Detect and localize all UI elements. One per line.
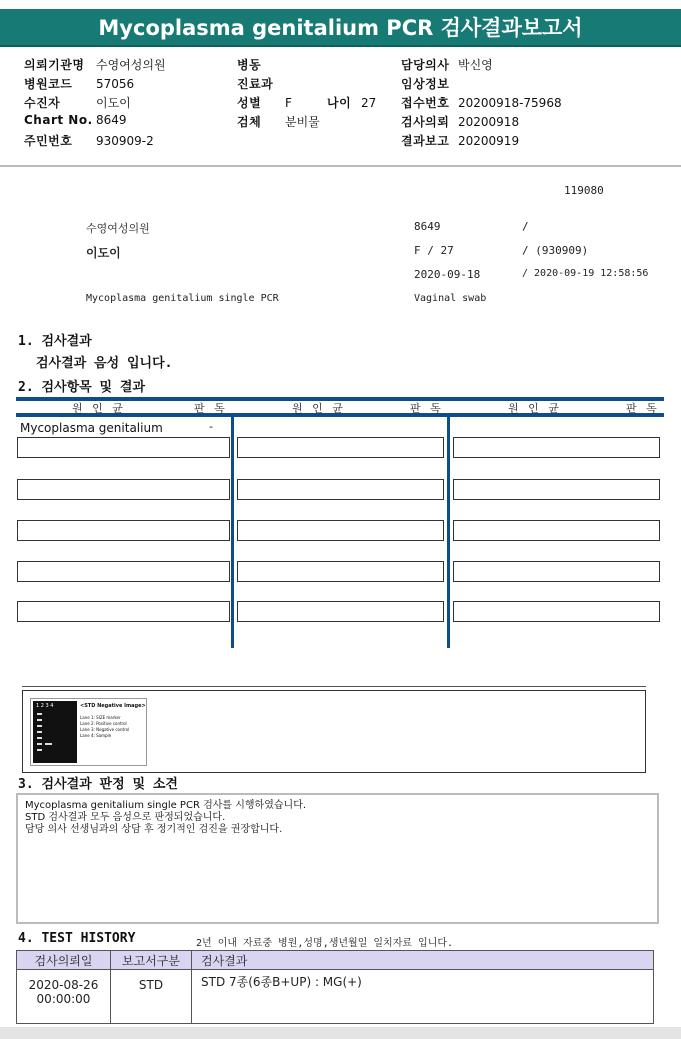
section1-title: 1. 검사결과 [18,334,92,349]
col2-pathogen-header: 원 인 균 [292,402,346,415]
specimen-label: 검체 [237,115,262,129]
positive-control-band [45,743,52,745]
age-value: 27 [361,96,377,110]
summary-sex-age: F / 27 [414,244,454,257]
history-col-result: 검사결과 [192,951,654,970]
history-result: STD 7종(6종B+UP) : MG(+) [192,970,654,1024]
gel-title: <STD Negative Image> [80,703,146,709]
history-time: 00:00:00 [36,992,91,1006]
marker-band [37,749,42,751]
hospital-code-label: 병원코드 [24,77,73,91]
opinion-line: STD 검사결과 모두 음성으로 판정되었습니다. [25,812,226,823]
history-note: 2년 이내 자료중 병원,성명,생년월일 일치자료 입니다. [196,938,454,949]
table-row[interactable] [17,970,654,1024]
history-col-type: 보고서구분 [111,951,192,970]
result-cell-box [237,479,444,500]
request-date-label: 검사의뢰 [401,115,450,129]
summary-patient: 이도이 [86,246,121,260]
patient-value: 이도이 [96,96,131,110]
summary-report-datetime: / 2020-09-19 12:58:56 [522,268,649,279]
gel-legend-item: Lane 1: SIZE marker [80,715,121,720]
clinic-value: 수영여성의원 [96,58,166,72]
opinion-line: Mycoplasma genitalium single PCR 검사를 시행하였습니다. [25,800,307,811]
gel-image [30,698,147,766]
marker-band [37,743,42,745]
result-cell-box [453,437,660,458]
ward-label: 병동 [237,58,262,72]
gel-legend [80,715,129,739]
report-date-value: 20200919 [458,134,520,148]
result-cell-box [17,561,230,582]
report-code: 119080 [564,184,604,197]
gel-divider [22,686,646,687]
summary-chart: 8649 [414,220,441,233]
result-cell-box [237,437,444,458]
chart-no-label: Chart No. [24,113,93,127]
gel-legend-item: Lane 4: Sample [80,733,112,738]
result-cell-box [17,601,230,622]
marker-band [37,737,42,739]
summary-specimen: Vaginal swab [414,293,487,304]
resident-no-value: 930909-2 [96,134,154,148]
specimen-value: 분비물 [285,115,320,129]
result-cell-box [17,437,230,458]
marker-band [37,719,42,721]
section2-title: 2. 검사항목 및 결과 [18,380,146,395]
result-cell-box [237,520,444,541]
header-mid [237,56,376,132]
col1-judgement-header: 판 독 [194,402,228,415]
grid-divider-2 [447,413,450,648]
history-type: STD [111,970,192,1024]
history-date: 2020-08-26 [28,978,99,992]
result-cell-box [453,561,660,582]
sex-value: F [285,96,292,110]
result-cell-box [453,520,660,541]
doctor-value: 박신영 [458,58,493,72]
summary-birth: / (930909) [522,244,589,257]
summary-test-name: Mycoplasma genitalium single PCR [86,293,279,304]
gel-lanes-image [33,701,77,763]
summary-slash: / [522,220,529,233]
col3-judgement-header: 판 독 [626,402,660,415]
age-label: 나이 [327,96,352,110]
opinion-line: 담당 의사 선생님과의 상담 후 정기적인 검진을 권장합니다. [25,824,283,835]
clinic-label: 의뢰기관명 [24,58,85,72]
first-item-result: - [209,420,213,433]
result-cell-box [237,561,444,582]
receipt-no-value: 20200918-75968 [458,96,562,110]
department-label: 진료과 [237,77,274,91]
section3-title: 3. 검사결과 판정 및 소견 [18,777,178,792]
report-date-label: 결과보고 [401,134,450,148]
doctor-label: 담당의사 [401,58,450,72]
result-cell-box [453,479,660,500]
clinical-info-label: 임상정보 [401,77,450,91]
result-cell-box [17,520,230,541]
col3-pathogen-header: 원 인 균 [508,402,562,415]
result-cell-box [17,479,230,500]
marker-band [37,725,42,727]
grid-divider-1 [231,413,234,648]
hospital-code-value: 57056 [96,77,135,91]
section1-result: 검사결과 음성 입니다. [36,356,173,371]
resident-no-label: 주민번호 [24,134,73,148]
header-left [24,56,166,151]
receipt-no-label: 접수번호 [401,96,450,110]
col1-pathogen-header: 원 인 균 [72,402,126,415]
summary-request-date: 2020-09-18 [414,268,481,281]
bottom-strip [0,1027,681,1039]
summary-clinic: 수영여성의원 [86,222,150,235]
gel-legend-item: Lane 2: Positive control [80,721,127,726]
history-col-date: 검사의뢰일 [17,951,111,970]
section4-title: 4. TEST HISTORY [18,931,136,946]
request-date-value: 20200918 [458,115,520,129]
gel-legend-item: Lane 3: Negative control [80,727,130,732]
patient-label: 수진자 [24,96,61,110]
sex-label: 성별 [237,96,262,110]
header-right [401,56,562,151]
marker-band [37,713,42,715]
gel-lane-numbers: 1 2 3 4 [36,703,54,709]
result-cell-box [237,601,444,622]
col2-judgement-header: 판 독 [410,402,444,415]
first-item-name: Mycoplasma genitalium [20,421,163,435]
marker-band [37,731,42,733]
result-cell-box [453,601,660,622]
chart-no-value: 8649 [96,113,127,127]
opinion-box [16,793,659,924]
history-header-row [17,951,654,970]
history-date-cell [17,970,111,1024]
report-title: Mycoplasma genitalium PCR 검사결과보고서 [0,9,681,47]
history-table [16,950,654,1024]
header-divider [0,165,681,167]
